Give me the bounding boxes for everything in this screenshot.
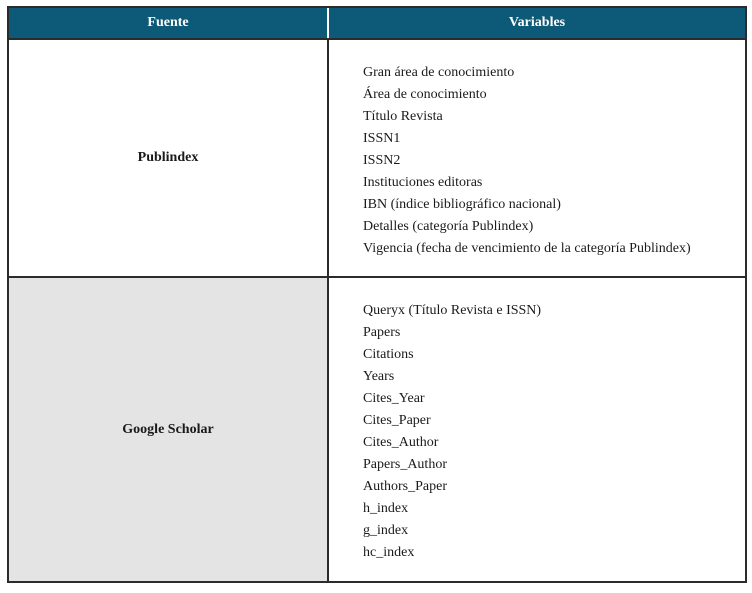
list-item: Vigencia (fecha de vencimiento de la categoría Publindex): [363, 241, 691, 256]
header-fuente: Fuente: [9, 8, 329, 38]
list-item: ISSN1: [363, 131, 401, 146]
list-item: Título Revista: [363, 109, 443, 124]
list-item: Cites_Author: [363, 435, 439, 450]
table-row: [9, 278, 745, 581]
variables-cell: [329, 40, 745, 276]
list-item: Citations: [363, 347, 414, 362]
variables-list: [329, 40, 745, 260]
list-item: ISSN2: [363, 153, 401, 168]
list-item: Gran área de conocimiento: [363, 65, 515, 80]
source-name-google-scholar: Google Scholar: [9, 278, 329, 581]
source-name-publindex: Publindex: [9, 40, 329, 276]
list-item: Área de conocimiento: [363, 87, 487, 102]
sources-variables-table: [7, 6, 747, 583]
list-item: g_index: [363, 523, 409, 538]
header-variables: Variables: [508, 15, 566, 30]
table-header-row: [9, 8, 745, 40]
list-item: Queryx (Título Revista e ISSN): [363, 303, 542, 318]
list-item: Authors_Paper: [363, 479, 447, 494]
variables-list: [329, 278, 745, 564]
list-item: Years: [363, 369, 395, 384]
list-item: Papers_Author: [363, 457, 447, 472]
list-item: Instituciones editoras: [363, 175, 483, 190]
list-item: Detalles (categoría Publindex): [363, 219, 534, 234]
table-row: [9, 40, 745, 278]
list-item: h_index: [363, 501, 409, 516]
variables-cell: [329, 278, 745, 581]
list-item: Cites_Year: [363, 391, 425, 406]
list-item: Papers: [363, 325, 401, 340]
list-item: Cites_Paper: [363, 413, 431, 428]
list-item: hc_index: [363, 545, 415, 560]
list-item: IBN (índice bibliográfico nacional): [363, 197, 561, 212]
